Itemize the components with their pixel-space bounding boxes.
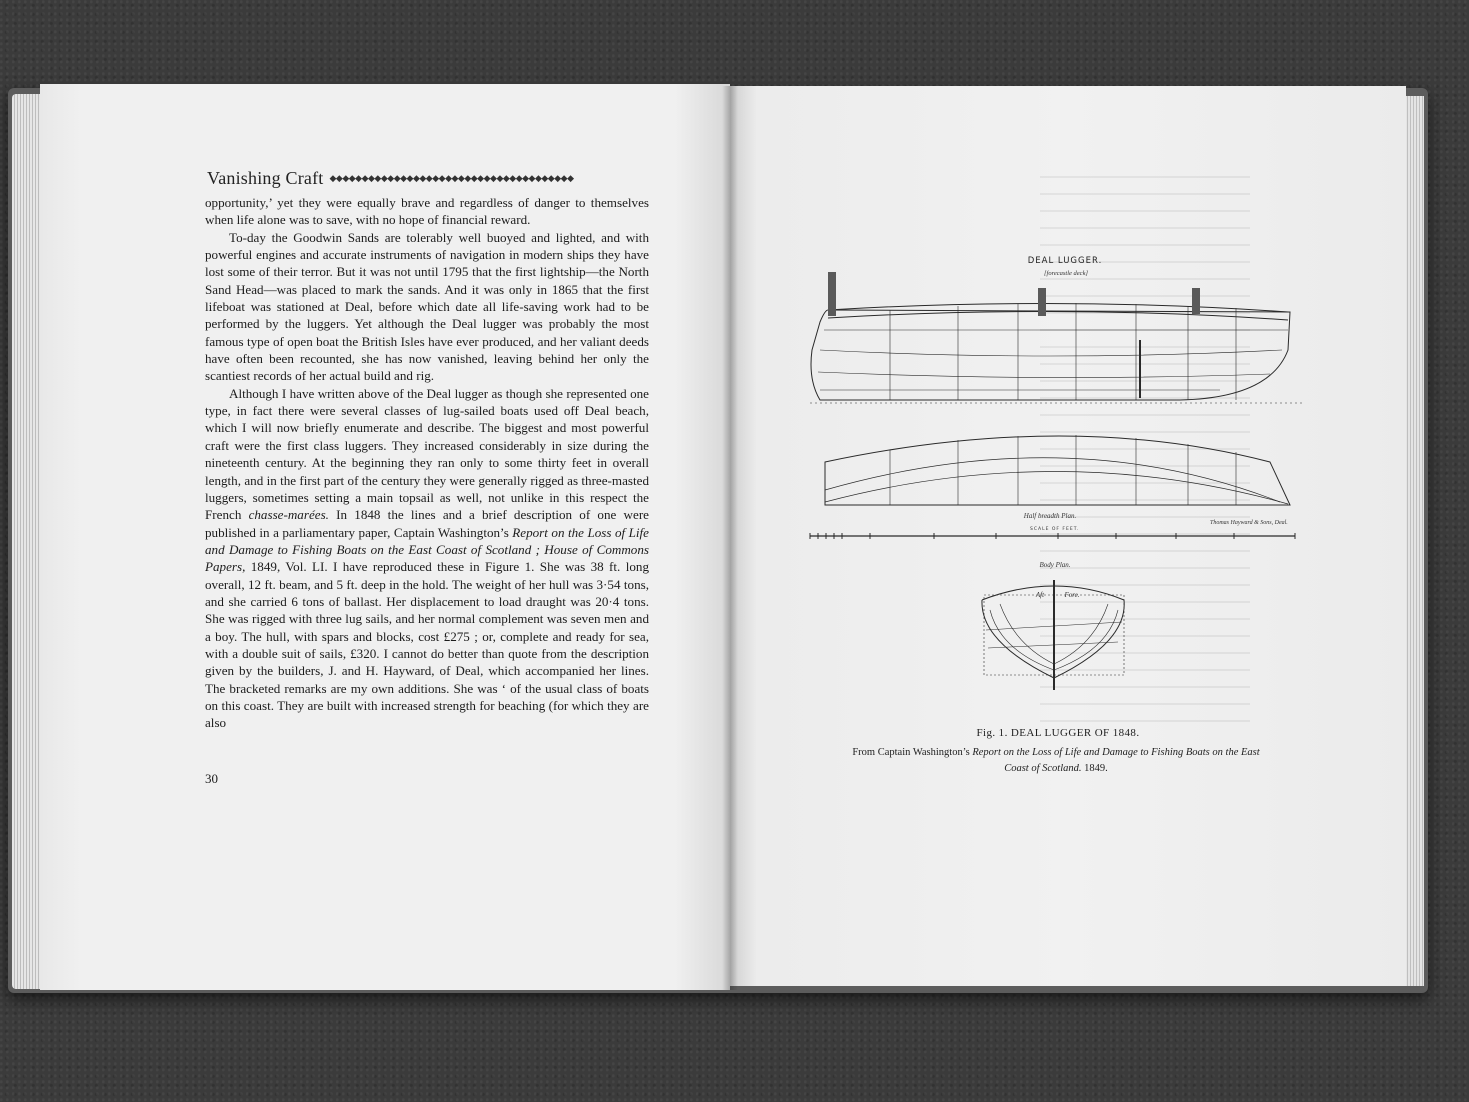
sheer-plan bbox=[810, 272, 1305, 403]
body-paragraph bbox=[205, 194, 649, 229]
paragraph-text: Although I have written above of the Deal lugger as though she represented one type, in fact there were several classes of lug-sailed boats used off Deal beach, which I will now briefly enumerate and describe. The biggest and most powerful craft were the first class luggers. They increased considerably in size during the nineteenth century. At the beginning they ran only to some thirty feet in overall length, and in the first part of the century they were generally rigged as three-masted luggers, sometimes setting a main topsail as well, not unlike in this respect the French bbox=[205, 385, 649, 523]
paragraph-text: To-day the Goodwin Sands are tolerably well buoyed and lighted, and with powerful engines and accurate instruments of navigation in modern ships they have lost some of their terror. But it was not until 1795 that the first lightship—the North Sand Head—was placed to mark the sands. And it was only in 1865 that the first lifeboat was stationed at Deal, before which date all life-saving work had to be performed by the luggers. Yet although the Deal lugger was probably the most famous type of open boat the British Isles have ever produced, and her valiant deeds have often been recounted, she has now vanished, leaving behind her only the scantiest records of her actual build and rig. bbox=[205, 229, 649, 384]
figure-source bbox=[846, 745, 1266, 777]
figure-label: Fig. 1. bbox=[976, 727, 1008, 739]
paragraph-text: 1849, Vol. LI. I have reproduced these in Figure 1. She was 38 ft. long overall, 12 ft. beam, and 5 ft. deep in the hold. The weight of her hull was 3·54 tons, and she carried 6 tons of ballast. Her displacement to load draught was 20·4 tons. She was rigged with three lug sails, and her normal complement was seven men and a boy. The hull, with spars and blocks, cost £275 ; or, complete and ready for sea, with a double suit of sails, £320. I cannot do better than quote from the description given by the builders, J. and H. Hayward, of Deal, which accompanied her lines. The bracketed remarks are my own additions. She was ‘ of the usual class of boats on this coast. They are built with increased strength for beaching (for which they are also bbox=[205, 559, 649, 731]
figure-source-prefix: From Captain Washington’s bbox=[852, 747, 973, 758]
body-plan bbox=[982, 580, 1124, 690]
scale-label: SCALE OF FEET. bbox=[1030, 527, 1080, 532]
italic-text: chasse-marées. bbox=[248, 507, 329, 523]
half-breadth-label: Half breadth Plan. bbox=[1023, 512, 1077, 520]
scale-bar bbox=[810, 533, 1295, 539]
paragraph-text: opportunity,’ yet they were equally brave and regardless of danger to themselves when life alone was to save, with no hope of financial reward. bbox=[205, 195, 649, 228]
figure-source-title: Report on the Loss of Life and Damage to Fishing Boats on the East Coast of Scotland. bbox=[972, 747, 1260, 774]
body-paragraph bbox=[205, 229, 649, 385]
fore-label: Fore. bbox=[1064, 591, 1080, 599]
makers-label: Thomas Hayward & Sons, Deal. bbox=[1210, 520, 1288, 526]
body-text bbox=[205, 194, 649, 732]
drawing-subtitle: [forecastle deck] bbox=[1044, 270, 1088, 277]
italic-text: Report on the Loss of Life and Damage to Fishing Boats on the East Coast of Scotland ; House of Commons Papers, bbox=[205, 524, 649, 575]
page-number: 30 bbox=[205, 771, 218, 786]
half-breadth-plan bbox=[825, 435, 1290, 505]
body-paragraph bbox=[205, 385, 649, 732]
body-plan-label: Body Plan. bbox=[1039, 561, 1071, 569]
lines-plan-drawing bbox=[800, 250, 1320, 700]
running-head bbox=[207, 166, 649, 190]
figure-caption bbox=[848, 727, 1268, 739]
figure-title: DEAL LUGGER OF 1848. bbox=[1010, 727, 1140, 739]
aft-label: Aft bbox=[1035, 591, 1045, 599]
paragraph-text: In 1848 the lines and a brief description of one were published in a parliamentary paper, Captain Washington’s bbox=[205, 507, 649, 540]
figure-source-year: 1849. bbox=[1084, 763, 1108, 774]
running-head-ornament: ◆◆◆◆◆◆◆◆◆◆◆◆◆◆◆◆◆◆◆◆◆◆◆◆◆◆◆◆◆◆◆◆◆◆◆◆◆◆ bbox=[329, 173, 574, 183]
running-head-title: Vanishing Craft bbox=[207, 167, 324, 188]
book-gutter bbox=[722, 86, 738, 990]
drawing-title: DEAL LUGGER. bbox=[1027, 256, 1103, 266]
